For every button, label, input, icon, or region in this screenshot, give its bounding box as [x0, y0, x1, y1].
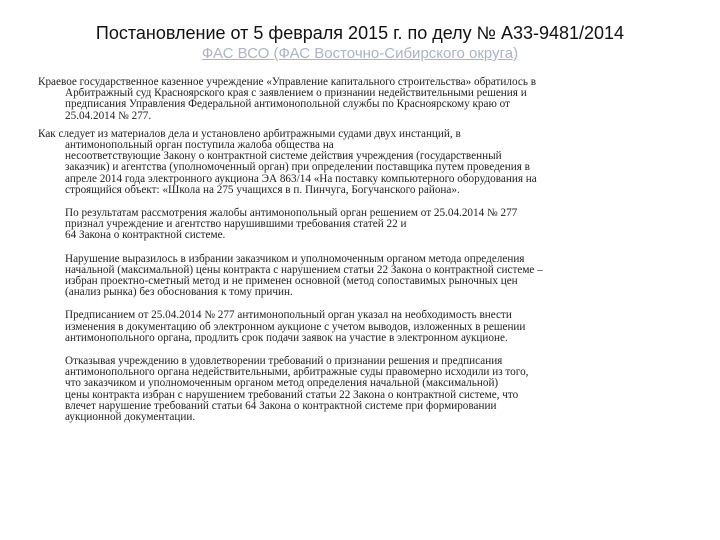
text-line: Краевое государственное казенное учреждение «Управление капитального строительства» обратилось в	[38, 76, 537, 88]
document-body	[0, 77, 720, 423]
paragraph-claim	[0, 77, 720, 122]
text-line: Отказывая учреждению в удовлетворении требований о признании решения и предписания	[65, 355, 503, 368]
text-line: строящийся объект: «Школа на 275 учащихся в п. Пинчуга, Богучанского района».	[65, 183, 460, 196]
text-line: признал учреждение и агентство нарушившими требования статей 22 и	[65, 218, 407, 231]
text-line: 25.04.2014 № 277.	[65, 109, 152, 122]
paragraph-case-facts	[0, 129, 720, 196]
paragraph-decision	[0, 208, 720, 242]
text-line: изменения в документацию об электронном аукционе с учетом выводов, изложенных в решении	[65, 320, 526, 333]
text-line: Как следует из материалов дела и установлено арбитражными судами двух инстанций, в	[38, 127, 461, 140]
text-line: заказчик) и агентства (уполномоченный орган) при определении поставщика путем проведения в	[65, 161, 530, 174]
text-line: Предписанием от 25.04.2014 № 277 антимонопольный орган указал на необходимость внести	[65, 309, 512, 322]
text-line: аукционной документации.	[65, 411, 196, 424]
text-line: предписания Управления Федеральной антимонопольной службы по Красноярскому краю от	[65, 98, 510, 111]
text-line: цены контракта избран с нарушением требований статьи 22 Закона о контрактной системе, что	[65, 388, 519, 401]
text-line: (анализ рынка) без обоснования к тому причин.	[65, 286, 293, 299]
text-line: антимонопольного органа, продлить срок подачи заявок на участие в электронном аукционе.	[65, 331, 508, 344]
paragraph-order	[0, 310, 720, 344]
page-title: Постановление от 5 февраля 2015 г. по делу № А33-9481/2014	[95, 23, 625, 43]
text-line: апреле 2014 года электронного аукциона ЭА 863/14 «На поставку компьютерного оборудования на	[65, 172, 537, 185]
text-line: 64 Закона о контрактной системе.	[65, 229, 226, 242]
text-line: Нарушение выразилось в избрании заказчиком и уполномоченным органом метода определения	[65, 252, 525, 265]
paragraph-court-ruling	[0, 356, 720, 423]
text-line: Арбитражный суд Красноярского края с заявлением о признании недействительными решения и	[65, 87, 527, 100]
text-line: начальной (максимальной) цены контракта с нарушением статьи 22 Закона о контрактной системе –	[65, 263, 543, 276]
text-line: влечет нарушение требований статьи 64 Закона о контрактной системе при формировании	[65, 399, 497, 412]
text-line: антимонопольный орган поступила жалоба общества на	[65, 139, 334, 152]
paragraph-violation	[0, 254, 720, 299]
text-line: несоответствующие Закону о контрактной системе действия учреждения (государственный	[65, 150, 502, 163]
text-line: антимонопольного органа недействительными, арбитражные суды правомерно исходили из того,	[65, 366, 529, 379]
text-line: По результатам рассмотрения жалобы антимонопольный орган решением от 25.04.2014 № 277	[65, 207, 518, 220]
text-line: избран проектно-сметный метод и не применен основной (метод сопоставимых рыночных цен	[65, 275, 518, 288]
text-line: что заказчиком и уполномоченным органом метод определения начальной (максимальной)	[65, 377, 499, 390]
court-link[interactable]: ФАС ВСО (ФАС Восточно-Сибирского округа)	[201, 45, 519, 62]
